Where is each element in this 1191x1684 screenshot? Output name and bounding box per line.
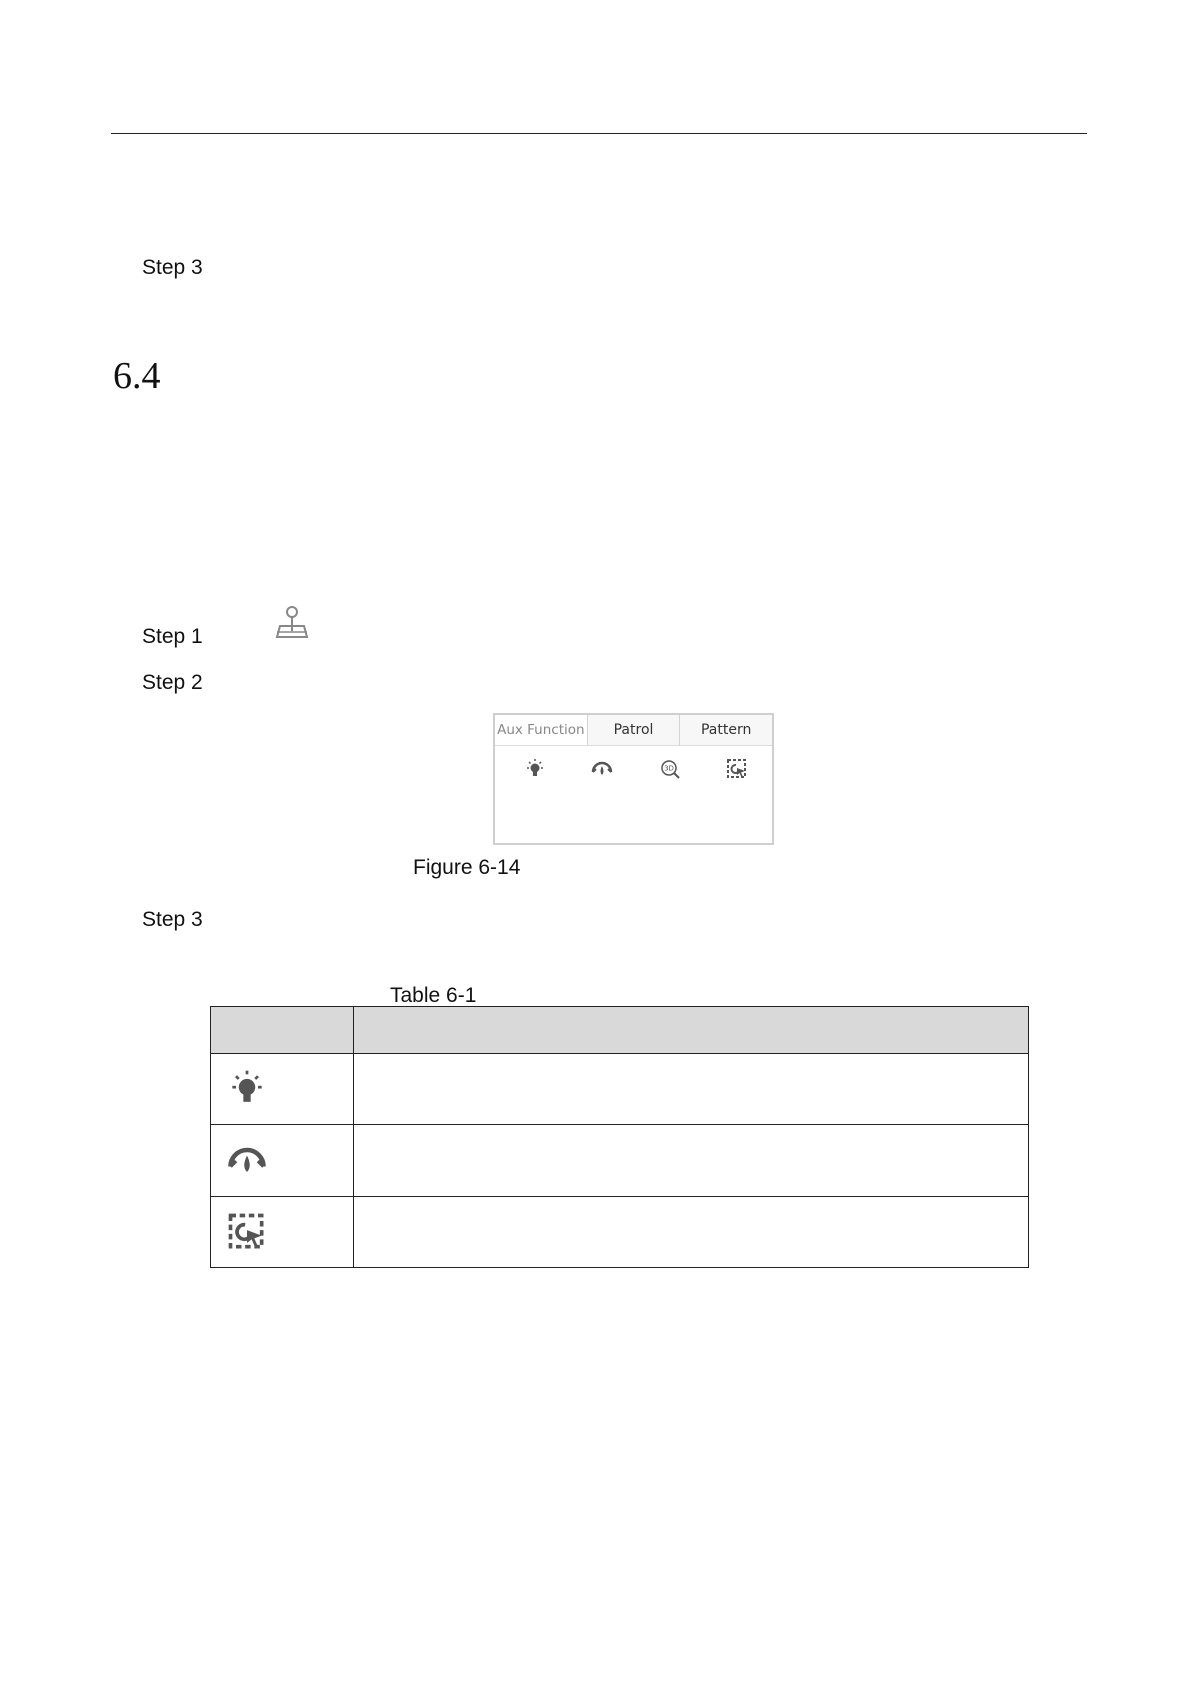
tab-pattern[interactable]: Pattern [679, 715, 772, 745]
wiper-icon [225, 1139, 353, 1183]
step-3-label: Step 3 [142, 256, 203, 279]
table-cell-icon [211, 1196, 354, 1267]
step-2-label: Step 2 [142, 671, 203, 694]
table-cell-icon [211, 1054, 354, 1125]
table-header-description [354, 1007, 1029, 1054]
table-cell-description [354, 1125, 1029, 1196]
tab-patrol[interactable]: Patrol [587, 715, 680, 745]
ptz-icon-row [495, 757, 772, 781]
table-header-row [211, 1007, 1029, 1054]
lens-init-icon[interactable] [658, 757, 682, 781]
svg-text:3D: 3D [664, 764, 674, 773]
light-icon [225, 1067, 353, 1111]
table-row [211, 1054, 1029, 1125]
3d-zoom-icon [225, 1210, 353, 1254]
tab-aux-function[interactable]: Aux Function [495, 715, 587, 745]
header-rule [111, 133, 1087, 134]
3d-zoom-icon[interactable] [725, 757, 749, 781]
wiper-icon[interactable] [590, 757, 614, 781]
step-3-label-second: Step 3 [142, 908, 203, 931]
table-caption: Table 6-1 [390, 984, 477, 1007]
ptz-panel [493, 713, 774, 845]
ptz-joystick-icon [274, 604, 310, 640]
ptz-tab-bar [495, 715, 772, 746]
table-cell-description [354, 1054, 1029, 1125]
table-row [211, 1125, 1029, 1196]
aux-function-table [210, 1006, 1029, 1268]
table-cell-description [354, 1196, 1029, 1267]
step-1-label: Step 1 [142, 625, 203, 648]
table-header-icon [211, 1007, 354, 1054]
light-icon[interactable] [523, 757, 547, 781]
figure-caption: Figure 6-14 [413, 856, 521, 879]
table-row [211, 1196, 1029, 1267]
table-cell-icon [211, 1125, 354, 1196]
section-number: 6.4 [113, 355, 161, 397]
